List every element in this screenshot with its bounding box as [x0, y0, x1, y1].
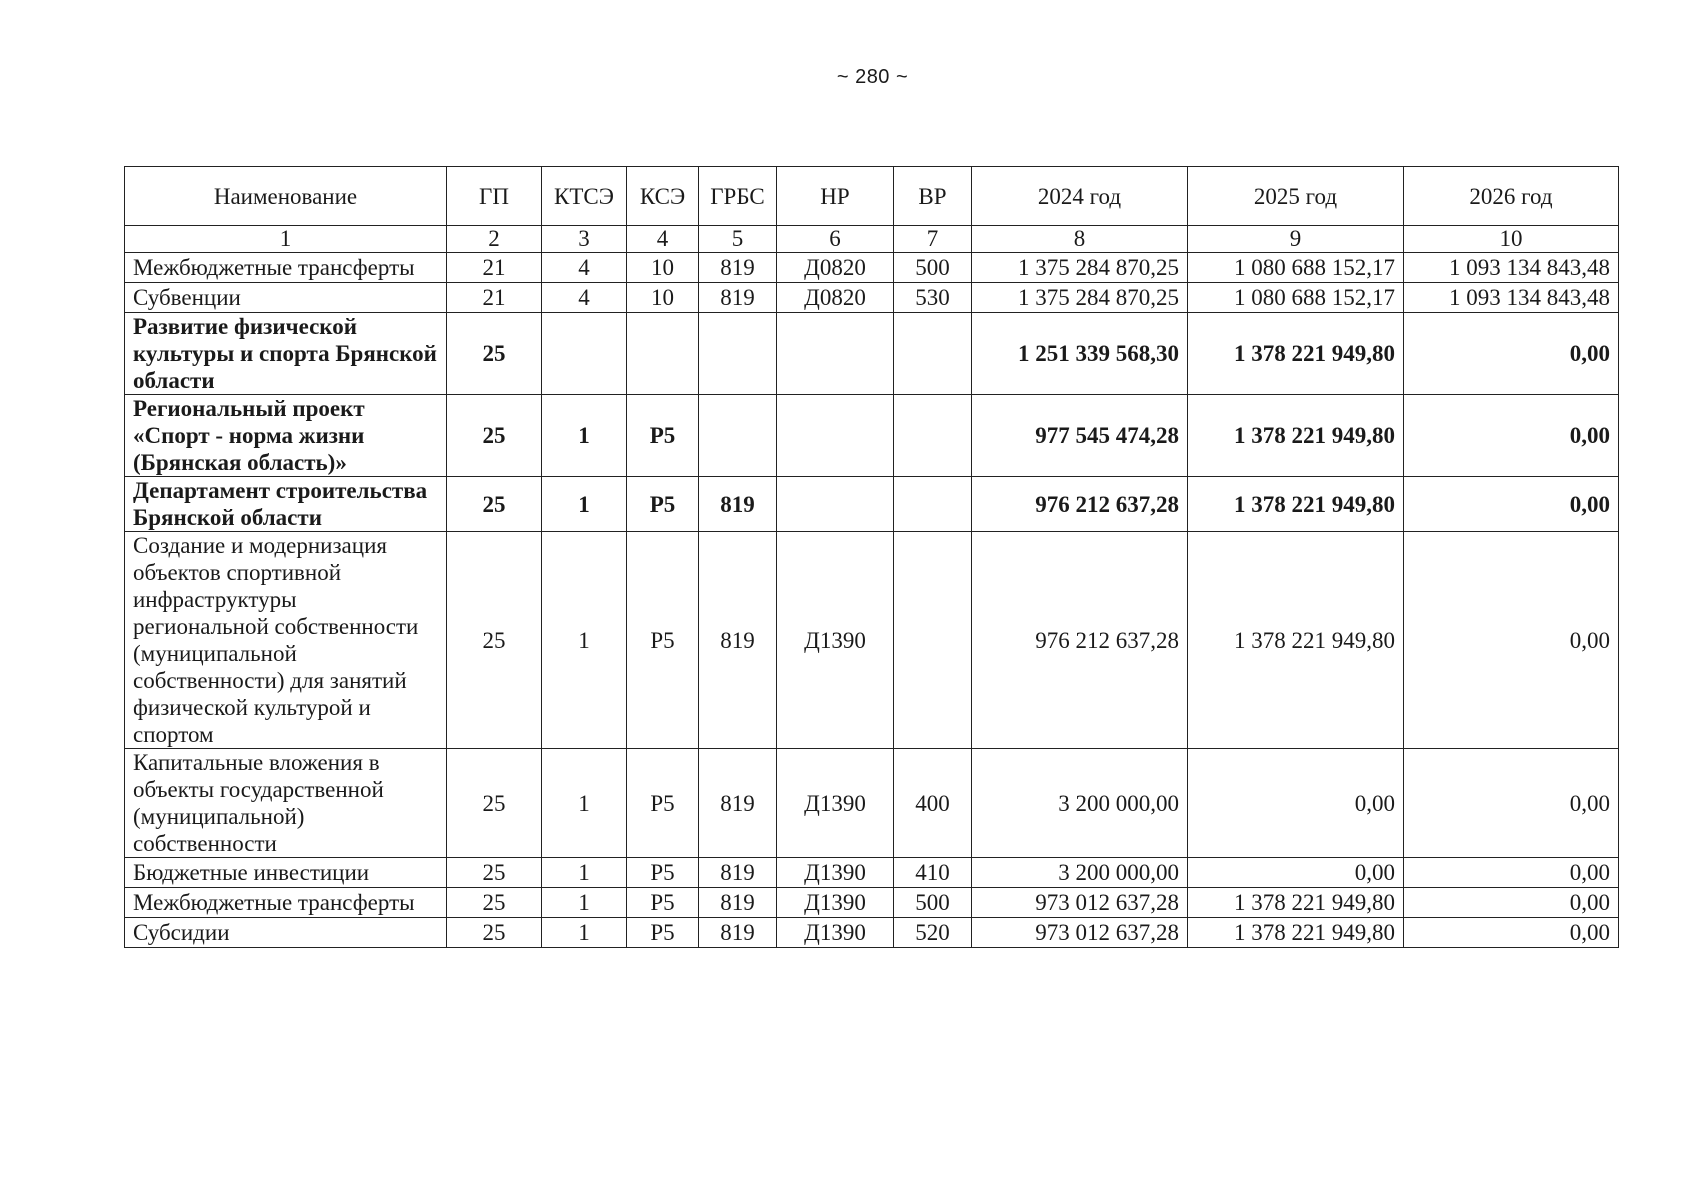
cell-name: Департамент строительства Брянской области [125, 477, 447, 532]
cell-2025: 1 080 688 152,17 [1188, 253, 1404, 283]
column-number: 10 [1404, 226, 1619, 253]
cell-2026: 0,00 [1404, 749, 1619, 858]
cell-name: Субсидии [125, 918, 447, 948]
cell-2024: 977 545 474,28 [972, 395, 1188, 477]
cell-grbs: 819 [699, 253, 777, 283]
cell-2026: 1 093 134 843,48 [1404, 253, 1619, 283]
cell-ktse: 1 [542, 749, 627, 858]
cell-grbs [699, 313, 777, 395]
cell-vr [894, 532, 972, 749]
cell-name: Капитальные вложения в объекты государственной (муниципальной) собственности [125, 749, 447, 858]
cell-ktse: 1 [542, 918, 627, 948]
cell-2026: 0,00 [1404, 313, 1619, 395]
cell-2026: 0,00 [1404, 888, 1619, 918]
cell-vr [894, 313, 972, 395]
cell-nr: Д1390 [777, 858, 894, 888]
cell-vr [894, 477, 972, 532]
column-number: 7 [894, 226, 972, 253]
table-row [125, 888, 1619, 918]
cell-nr: Д0820 [777, 253, 894, 283]
cell-vr: 520 [894, 918, 972, 948]
cell-2026: 1 093 134 843,48 [1404, 283, 1619, 313]
header-nr: НР [777, 167, 894, 226]
cell-2026: 0,00 [1404, 477, 1619, 532]
cell-kse: Р5 [627, 532, 699, 749]
header-2025: 2025 год [1188, 167, 1404, 226]
cell-name: Межбюджетные трансферты [125, 253, 447, 283]
column-number: 3 [542, 226, 627, 253]
cell-kse: Р5 [627, 918, 699, 948]
cell-2025: 1 378 221 949,80 [1188, 313, 1404, 395]
column-number: 1 [125, 226, 447, 253]
header-kse: КСЭ [627, 167, 699, 226]
cell-2024: 1 251 339 568,30 [972, 313, 1188, 395]
cell-name: Межбюджетные трансферты [125, 888, 447, 918]
cell-ktse [542, 313, 627, 395]
cell-nr: Д0820 [777, 283, 894, 313]
cell-2025: 1 378 221 949,80 [1188, 918, 1404, 948]
header-grbs: ГРБС [699, 167, 777, 226]
column-number: 2 [447, 226, 542, 253]
cell-2024: 1 375 284 870,25 [972, 253, 1188, 283]
cell-vr: 530 [894, 283, 972, 313]
cell-gp: 25 [447, 749, 542, 858]
column-number: 4 [627, 226, 699, 253]
header-row [125, 167, 1619, 226]
cell-name: Субвенции [125, 283, 447, 313]
header-2024: 2024 год [972, 167, 1188, 226]
cell-grbs: 819 [699, 532, 777, 749]
cell-ktse: 1 [542, 477, 627, 532]
column-number: 8 [972, 226, 1188, 253]
cell-2025: 1 378 221 949,80 [1188, 477, 1404, 532]
column-number: 5 [699, 226, 777, 253]
cell-grbs: 819 [699, 749, 777, 858]
cell-2026: 0,00 [1404, 858, 1619, 888]
cell-kse: 10 [627, 283, 699, 313]
header-vr: ВР [894, 167, 972, 226]
cell-2025: 1 080 688 152,17 [1188, 283, 1404, 313]
cell-2024: 3 200 000,00 [972, 749, 1188, 858]
cell-2025: 1 378 221 949,80 [1188, 395, 1404, 477]
cell-nr [777, 477, 894, 532]
cell-ktse: 1 [542, 858, 627, 888]
cell-vr [894, 395, 972, 477]
cell-kse: Р5 [627, 749, 699, 858]
cell-2026: 0,00 [1404, 532, 1619, 749]
table-row [125, 313, 1619, 395]
cell-gp: 25 [447, 918, 542, 948]
cell-2024: 1 375 284 870,25 [972, 283, 1188, 313]
cell-grbs: 819 [699, 858, 777, 888]
cell-2024: 976 212 637,28 [972, 477, 1188, 532]
cell-vr: 400 [894, 749, 972, 858]
cell-2025: 0,00 [1188, 858, 1404, 888]
cell-vr: 500 [894, 253, 972, 283]
header-name: Наименование [125, 167, 447, 226]
cell-2024: 973 012 637,28 [972, 888, 1188, 918]
cell-ktse: 1 [542, 395, 627, 477]
table-row [125, 918, 1619, 948]
cell-2026: 0,00 [1404, 395, 1619, 477]
table-row [125, 477, 1619, 532]
cell-2025: 1 378 221 949,80 [1188, 532, 1404, 749]
cell-2024: 976 212 637,28 [972, 532, 1188, 749]
cell-nr: Д1390 [777, 918, 894, 948]
cell-ktse: 4 [542, 283, 627, 313]
cell-ktse: 1 [542, 532, 627, 749]
cell-grbs: 819 [699, 918, 777, 948]
cell-kse: 10 [627, 253, 699, 283]
cell-gp: 25 [447, 532, 542, 749]
header-ktse: КТСЭ [542, 167, 627, 226]
cell-grbs: 819 [699, 888, 777, 918]
cell-nr [777, 395, 894, 477]
cell-kse: Р5 [627, 395, 699, 477]
cell-grbs [699, 395, 777, 477]
cell-gp: 25 [447, 858, 542, 888]
cell-2024: 973 012 637,28 [972, 918, 1188, 948]
cell-nr: Д1390 [777, 532, 894, 749]
budget-table [124, 166, 1619, 948]
table-row [125, 253, 1619, 283]
cell-kse: Р5 [627, 858, 699, 888]
cell-kse [627, 313, 699, 395]
cell-2026: 0,00 [1404, 918, 1619, 948]
cell-nr [777, 313, 894, 395]
page-number: ~ 280 ~ [836, 66, 909, 88]
cell-gp: 25 [447, 477, 542, 532]
table-row [125, 858, 1619, 888]
cell-name: Бюджетные инвестиции [125, 858, 447, 888]
table-row [125, 749, 1619, 858]
cell-gp: 25 [447, 888, 542, 918]
header-2026: 2026 год [1404, 167, 1619, 226]
cell-2024: 3 200 000,00 [972, 858, 1188, 888]
cell-gp: 21 [447, 253, 542, 283]
table-row [125, 395, 1619, 477]
cell-gp: 25 [447, 313, 542, 395]
cell-name: Региональный проект «Спорт - норма жизни (Брянская область)» [125, 395, 447, 477]
header-gp: ГП [447, 167, 542, 226]
table-row [125, 532, 1619, 749]
cell-name: Создание и модернизация объектов спортивной инфраструктуры региональной собственности (муниципальной собственности) для занятий физической культурой и спортом [125, 532, 447, 749]
cell-nr: Д1390 [777, 749, 894, 858]
cell-kse: Р5 [627, 477, 699, 532]
column-number: 9 [1188, 226, 1404, 253]
cell-vr: 500 [894, 888, 972, 918]
cell-2025: 1 378 221 949,80 [1188, 888, 1404, 918]
column-number-row [125, 226, 1619, 253]
cell-kse: Р5 [627, 888, 699, 918]
column-number: 6 [777, 226, 894, 253]
cell-nr: Д1390 [777, 888, 894, 918]
cell-2025: 0,00 [1188, 749, 1404, 858]
cell-gp: 25 [447, 395, 542, 477]
table-row [125, 283, 1619, 313]
cell-ktse: 4 [542, 253, 627, 283]
cell-name: Развитие физической культуры и спорта Брянской области [125, 313, 447, 395]
cell-ktse: 1 [542, 888, 627, 918]
cell-vr: 410 [894, 858, 972, 888]
cell-gp: 21 [447, 283, 542, 313]
cell-grbs: 819 [699, 283, 777, 313]
cell-grbs: 819 [699, 477, 777, 532]
